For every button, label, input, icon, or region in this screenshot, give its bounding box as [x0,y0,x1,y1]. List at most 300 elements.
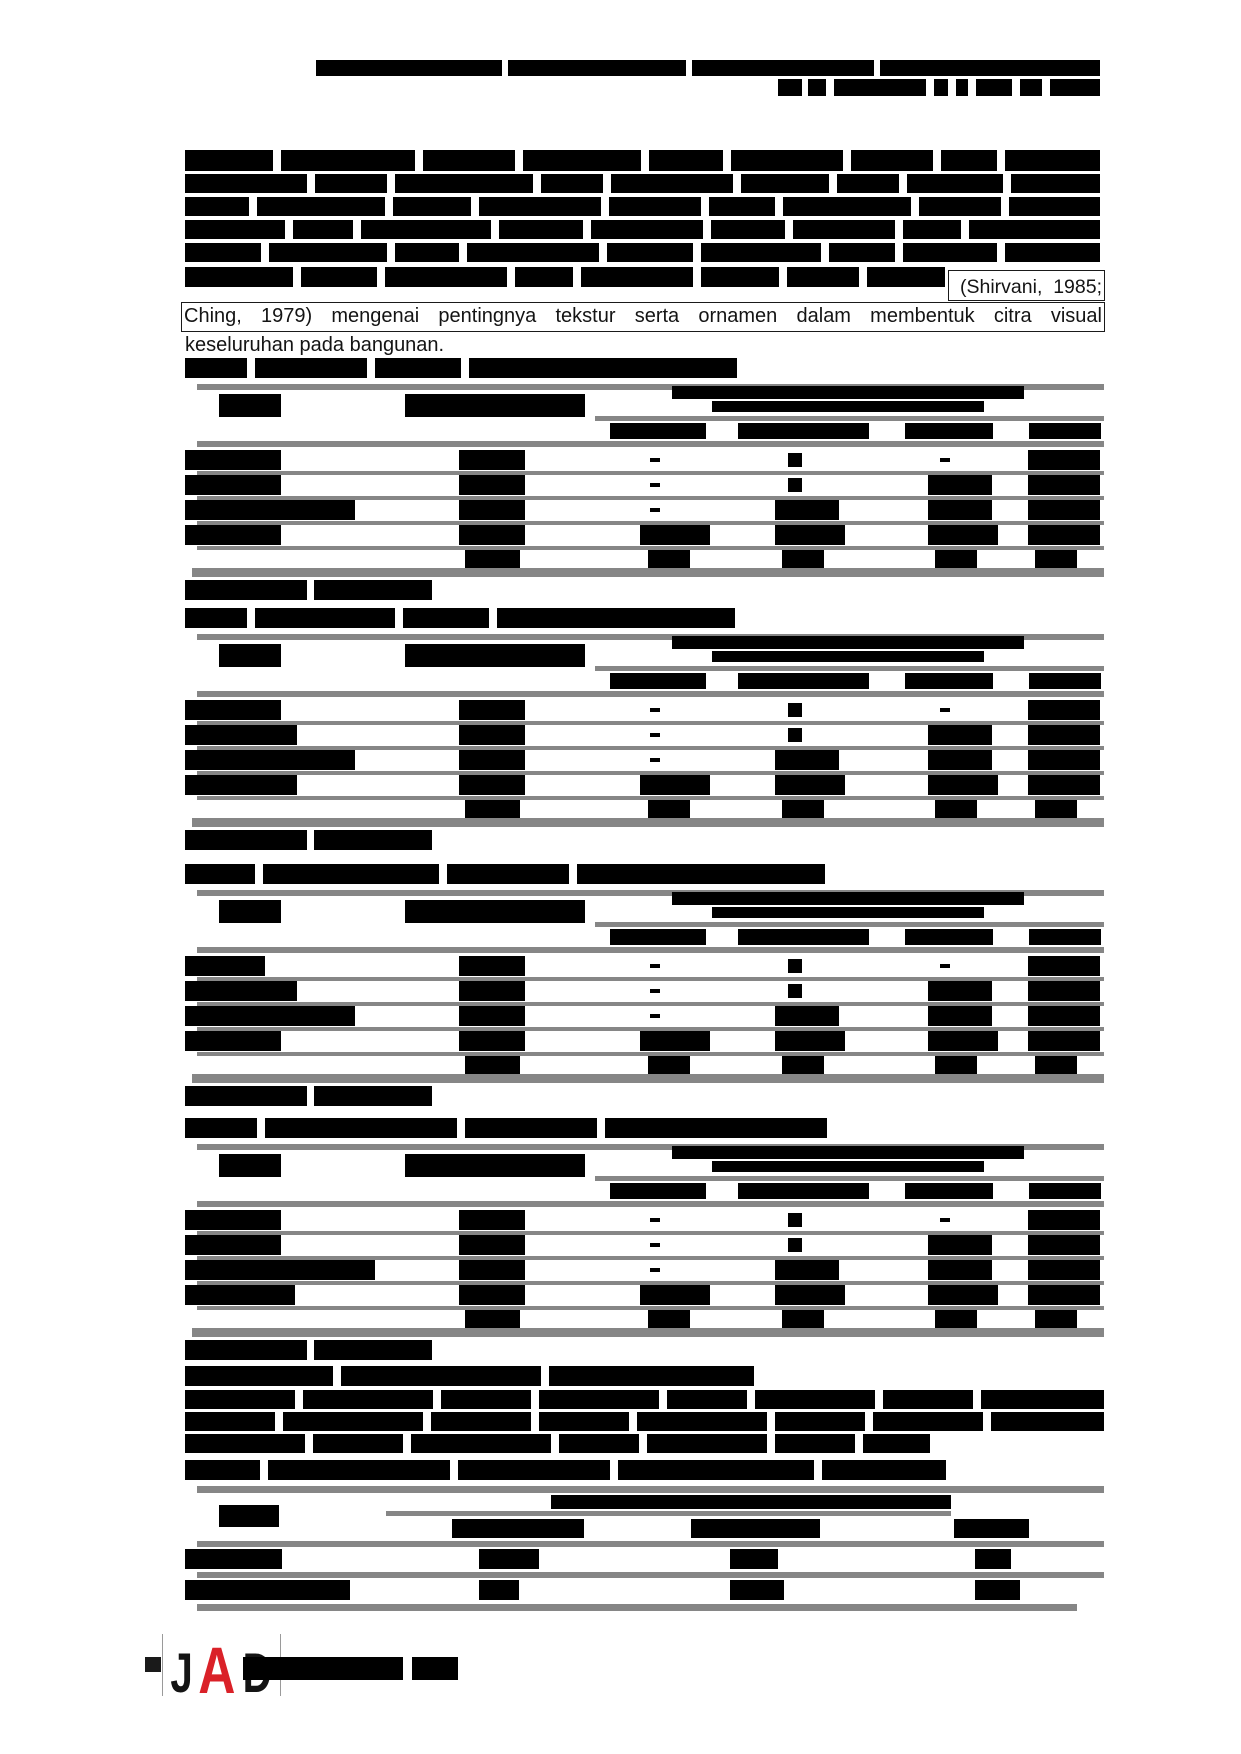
table-subheader-cell-redacted [905,673,993,689]
table-total-cell-redacted [465,1310,520,1328]
table-cell-redacted [775,1260,839,1280]
table-total-cell-redacted [465,550,520,568]
redacted-bar [650,1268,660,1272]
table-cell-redacted [1028,1260,1100,1280]
table-total-cell-redacted [1035,1056,1077,1074]
redacted-bar [650,708,660,712]
paragraph-redacted-bar [649,150,723,171]
header-redacted-bar [880,60,1100,76]
header-redacted-bar [956,79,968,96]
citation-line-ching: Ching, 1979) mengenai pentingnya tekstur serta ornamen dalam membentuk citra visual [181,302,1105,332]
table-subheader-cell-redacted [738,1183,869,1199]
table-caption-redacted [469,358,737,378]
redacted-bar [788,703,802,717]
paragraph-redacted-bar [1009,197,1100,216]
table-row-label-redacted [185,1580,350,1600]
table-merged-header-redacted [672,1146,1024,1159]
redacted-bar [788,453,802,467]
paragraph-redacted-bar [581,267,693,287]
paragraph-redacted-bar [787,267,859,287]
table-row-label-redacted [185,1285,295,1305]
table-caption-redacted [255,358,367,378]
table-cell-redacted [928,500,992,520]
table-cell-redacted [1028,700,1100,720]
table-rule [197,1201,1104,1207]
table-subheader-cell-redacted [610,673,706,689]
paragraph-redacted-bar [637,1412,767,1431]
table-cell-redacted [459,775,525,795]
table-total-cell-redacted [1035,550,1077,568]
paragraph-redacted-bar [867,267,945,287]
table-cell-redacted [928,750,992,770]
paragraph-redacted-bar [1005,150,1100,171]
table-cell-redacted [479,1580,519,1600]
table-cell-redacted [928,981,992,1001]
paragraph-redacted-bar [755,1390,875,1409]
table-cell-redacted [1028,956,1100,976]
paragraph-redacted-bar [385,267,507,287]
paragraph-redacted-bar [281,150,415,171]
paragraph-redacted-bar [395,243,459,262]
paragraph-redacted-bar [467,243,599,262]
paragraph-redacted-bar [667,1390,747,1409]
table-subheader-cell-redacted [610,929,706,945]
redacted-bar [650,483,660,487]
table-total-cell-redacted [465,1056,520,1074]
table-bottom-rule [192,568,1104,577]
table-bottom-rule [192,818,1104,827]
table-caption-redacted [822,1460,946,1480]
table-cell-redacted [640,525,710,545]
paragraph-redacted-bar [185,150,273,171]
table-caption-redacted [263,864,439,884]
paragraph-redacted-bar [185,220,285,239]
table-header-cell-redacted [405,1154,585,1177]
table-total-cell-redacted [648,1310,690,1328]
table-caption-redacted [465,1118,597,1138]
paragraph-redacted-bar [541,174,603,193]
table-rule [595,922,1104,927]
table-cell-redacted [775,1285,845,1305]
header-redacted-bar [316,60,502,76]
paragraph-redacted-bar [1011,174,1100,193]
redacted-bar [650,964,660,968]
table-rule [595,416,1104,421]
paragraph-redacted-bar [431,1412,531,1431]
table-cell-redacted [775,525,845,545]
table-subheader-cell-redacted [1029,423,1101,439]
table-source-redacted [314,1340,432,1360]
paragraph-redacted-bar [539,1412,629,1431]
paragraph-redacted-bar [185,1412,275,1431]
table-cell-redacted [1028,525,1100,545]
table-total-cell-redacted [935,1310,977,1328]
paragraph-redacted-bar [395,174,533,193]
table-rule [197,947,1104,953]
table-caption-redacted [618,1460,814,1480]
table-row-label-redacted [185,981,297,1001]
table-row-label-redacted [185,1006,355,1026]
table-cell-redacted [928,1031,998,1051]
table-cell-redacted [1028,775,1100,795]
table-merged-header-redacted [551,1495,951,1509]
table-cell-redacted [775,750,839,770]
paragraph-redacted-bar [269,243,387,262]
table-header-cell-redacted [405,394,585,417]
paragraph-redacted-bar [1005,243,1100,262]
paragraph-redacted-bar [863,1434,930,1453]
table-header-cell-redacted [405,900,585,923]
table-cell-redacted [775,1006,839,1026]
table-source-redacted [185,1340,307,1360]
header-redacted-bar [808,79,826,96]
table-cell-redacted [479,1549,539,1569]
table-rule [386,1511,951,1516]
table-total-cell-redacted [465,800,520,818]
table-source-redacted [185,1086,307,1106]
table-row-label-redacted [185,1260,375,1280]
table-cell-redacted [1028,1285,1100,1305]
paragraph-redacted-bar [701,243,821,262]
table-rule [595,1176,1104,1181]
table-rule [197,1486,1104,1493]
footer-square-mark [145,1657,161,1672]
table-row-label-redacted [185,775,297,795]
redacted-bar [788,1213,802,1227]
redacted-bar [650,458,660,462]
paragraph-redacted-bar [301,267,377,287]
table-cell-redacted [928,1235,992,1255]
table-header-cell-redacted [219,644,281,667]
table-bottom-rule [192,1328,1104,1337]
table-caption-redacted [185,1118,257,1138]
table-total-cell-redacted [782,1310,824,1328]
table-cell-redacted [459,475,525,495]
paragraph-redacted-bar [709,197,775,216]
table-merged-header-redacted [672,892,1024,905]
table-header-cell-redacted [219,1505,279,1527]
paragraph-redacted-bar [411,1434,551,1453]
redacted-bar [788,728,802,742]
table-cell-redacted [459,750,525,770]
table-subheader-cell-redacted [1029,929,1101,945]
table-total-cell-redacted [782,1056,824,1074]
table-cell-redacted [928,775,998,795]
table-cell-redacted [459,956,525,976]
table-cell-redacted [459,1260,525,1280]
footer-redacted-bar [243,1657,403,1680]
table-caption-redacted [497,608,735,628]
table-cell-redacted [1028,1235,1100,1255]
table-bottom-rule [197,1604,1077,1611]
table-rule [197,1572,1104,1578]
table-row-label-redacted [185,725,297,745]
table-subheader-cell-redacted [905,1183,993,1199]
table-cell-redacted [640,1031,710,1051]
paragraph-redacted-bar [293,220,353,239]
redacted-bar [940,458,950,462]
redacted-bar [650,758,660,762]
paragraph-redacted-bar [479,197,601,216]
paragraph-redacted-bar [185,197,249,216]
table-row-label-redacted [185,1210,281,1230]
table-bottom-rule [192,1074,1104,1083]
table-cell-redacted [640,775,710,795]
paragraph-redacted-bar [185,174,307,193]
table-subheader-cell-redacted [610,1183,706,1199]
paragraph-redacted-bar [185,243,261,262]
header-redacted-bar [778,79,802,96]
paragraph-redacted-bar [711,220,785,239]
table-subheader-cell-redacted [738,673,869,689]
paragraph-redacted-bar [185,1434,305,1453]
header-redacted-bar [1020,79,1042,96]
table-caption-redacted [185,864,255,884]
table-subheader-cell-redacted [954,1519,1029,1538]
paragraph-redacted-bar [829,243,895,262]
redacted-bar [788,984,802,998]
table-rule [197,691,1104,697]
table-row-label-redacted [185,475,281,495]
paragraph-redacted-bar [609,197,701,216]
paragraph-redacted-bar [539,1390,659,1409]
table-total-cell-redacted [648,550,690,568]
table-cell-redacted [459,525,525,545]
table-total-cell-redacted [935,1056,977,1074]
paragraph-redacted-bar [793,220,895,239]
table-rule [197,441,1104,447]
redacted-bar [650,1243,660,1247]
table-cell-redacted [928,525,998,545]
table-cell-redacted [1028,1006,1100,1026]
table-cell-redacted [459,700,525,720]
logo-letter-a: A [198,1632,236,1707]
redacted-bar [788,1238,802,1252]
table-subheader-cell-redacted [1029,1183,1101,1199]
table-header-cell-redacted [219,1154,281,1177]
paragraph-redacted-bar [423,150,515,171]
paragraph-redacted-bar [741,174,829,193]
table-subheader-cell-redacted [1029,673,1101,689]
footer-redacted-bar [412,1657,458,1680]
section-heading-redacted [341,1366,541,1386]
section-heading-redacted [549,1366,754,1386]
table-caption-redacted [255,608,395,628]
table-header-cell-redacted [219,900,281,923]
paragraph-redacted-bar [185,267,293,287]
table-row-label-redacted [185,1031,281,1051]
header-redacted-bar [934,79,948,96]
paragraph-redacted-bar [919,197,1001,216]
paragraph-redacted-bar [775,1434,855,1453]
paragraph-redacted-bar [607,243,693,262]
paragraph-redacted-bar [775,1412,865,1431]
table-caption-redacted [185,358,247,378]
paragraph-redacted-bar [969,220,1100,239]
table-cell-redacted [1028,750,1100,770]
table-merged-header-redacted [712,651,984,662]
paragraph-redacted-bar [903,243,997,262]
table-rule [197,1541,1104,1547]
paragraph-redacted-bar [499,220,583,239]
paragraph-redacted-bar [903,220,961,239]
table-subheader-cell-redacted [738,423,869,439]
table-cell-redacted [775,1031,845,1051]
paragraph-redacted-bar [907,174,1003,193]
table-caption-redacted [268,1460,450,1480]
paragraph-redacted-bar [441,1390,531,1409]
paragraph-redacted-bar [185,1390,295,1409]
table-caption-redacted [185,1460,260,1480]
paragraph-redacted-bar [783,197,911,216]
table-subheader-cell-redacted [452,1519,584,1538]
paragraph-redacted-bar [873,1412,983,1431]
table-source-redacted [314,1086,432,1106]
table-row-label-redacted [185,1549,282,1569]
table-total-cell-redacted [648,800,690,818]
paragraph-redacted-bar [701,267,779,287]
paragraph-redacted-bar [647,1434,767,1453]
paragraph-redacted-bar [361,220,491,239]
table-merged-header-redacted [672,636,1024,649]
table-total-cell-redacted [1035,800,1077,818]
table-cell-redacted [775,775,845,795]
paragraph-redacted-bar [257,197,385,216]
table-caption-redacted [605,1118,827,1138]
table-subheader-cell-redacted [905,929,993,945]
table-row-label-redacted [185,450,281,470]
header-redacted-bar [976,79,1012,96]
table-cell-redacted [459,1235,525,1255]
table-cell-redacted [1028,981,1100,1001]
table-cell-redacted [459,725,525,745]
table-caption-redacted [185,608,247,628]
table-subheader-cell-redacted [905,423,993,439]
paragraph-redacted-bar [313,1434,403,1453]
header-redacted-bar [834,79,926,96]
table-total-cell-redacted [935,550,977,568]
table-cell-redacted [730,1580,784,1600]
table-cell-redacted [459,1210,525,1230]
paragraph-redacted-bar [315,174,387,193]
paragraph-redacted-bar [981,1390,1104,1409]
paragraph-redacted-bar [941,150,997,171]
redacted-bar [650,989,660,993]
table-cell-redacted [459,450,525,470]
paragraph-redacted-bar [837,174,899,193]
table-cell-redacted [1028,475,1100,495]
table-header-cell-redacted [405,644,585,667]
table-cell-redacted [459,500,525,520]
header-redacted-bar [1050,79,1100,96]
table-source-redacted [185,830,307,850]
header-redacted-bar [508,60,686,76]
paragraph-redacted-bar [883,1390,973,1409]
paragraph-redacted-bar [851,150,933,171]
table-cell-redacted [928,1006,992,1026]
redacted-bar [650,1218,660,1222]
table-total-cell-redacted [1035,1310,1077,1328]
table-rule [595,666,1104,671]
table-cell-redacted [459,1031,525,1051]
paragraph-redacted-bar [303,1390,433,1409]
table-cell-redacted [975,1580,1020,1600]
table-row-label-redacted [185,956,265,976]
redacted-bar [650,1014,660,1018]
table-cell-redacted [459,1006,525,1026]
table-cell-redacted [1028,1031,1100,1051]
table-source-redacted [314,830,432,850]
table-cell-redacted [975,1549,1011,1569]
table-subheader-cell-redacted [691,1519,820,1538]
table-source-redacted [185,580,307,600]
table-cell-redacted [1028,450,1100,470]
table-caption-redacted [447,864,569,884]
table-total-cell-redacted [782,550,824,568]
table-cell-redacted [928,725,992,745]
paragraph-redacted-bar [731,150,843,171]
table-total-cell-redacted [782,800,824,818]
section-heading-redacted [185,1366,333,1386]
table-subheader-cell-redacted [738,929,869,945]
table-row-label-redacted [185,525,281,545]
table-cell-redacted [1028,1210,1100,1230]
table-cell-redacted [1028,500,1100,520]
table-row-label-redacted [185,1235,281,1255]
table-caption-redacted [375,358,461,378]
table-merged-header-redacted [712,907,984,918]
paragraph-redacted-bar [591,220,703,239]
table-cell-redacted [459,981,525,1001]
paragraph-redacted-bar [991,1412,1104,1431]
redacted-bar [788,959,802,973]
redacted-bar [940,708,950,712]
table-row-label-redacted [185,500,355,520]
table-cell-redacted [775,500,839,520]
table-caption-redacted [403,608,489,628]
table-cell-redacted [640,1285,710,1305]
table-total-cell-redacted [648,1056,690,1074]
paragraph-redacted-bar [283,1412,423,1431]
logo-letter-j: J [170,1641,193,1705]
citation-line-keseluruhan: keseluruhan pada bangunan. [185,334,445,356]
table-cell-redacted [928,1260,992,1280]
paragraph-redacted-bar [515,267,573,287]
redacted-bar [940,964,950,968]
table-cell-redacted [928,1285,998,1305]
redacted-bar [650,733,660,737]
table-row-label-redacted [185,700,281,720]
paragraph-redacted-bar [393,197,471,216]
table-caption-redacted [458,1460,610,1480]
redacted-bar [940,1218,950,1222]
table-cell-redacted [730,1549,778,1569]
table-merged-header-redacted [712,401,984,412]
table-header-cell-redacted [219,394,281,417]
citation-fragment-shirvani: (Shirvani, 1985; [948,270,1105,301]
header-redacted-bar [692,60,874,76]
paragraph-redacted-bar [559,1434,639,1453]
table-source-redacted [314,580,432,600]
table-total-cell-redacted [935,800,977,818]
table-cell-redacted [459,1285,525,1305]
paragraph-redacted-bar [611,174,733,193]
table-caption-redacted [577,864,825,884]
redacted-bar [650,508,660,512]
table-caption-redacted [265,1118,457,1138]
table-merged-header-redacted [712,1161,984,1172]
table-merged-header-redacted [672,386,1024,399]
